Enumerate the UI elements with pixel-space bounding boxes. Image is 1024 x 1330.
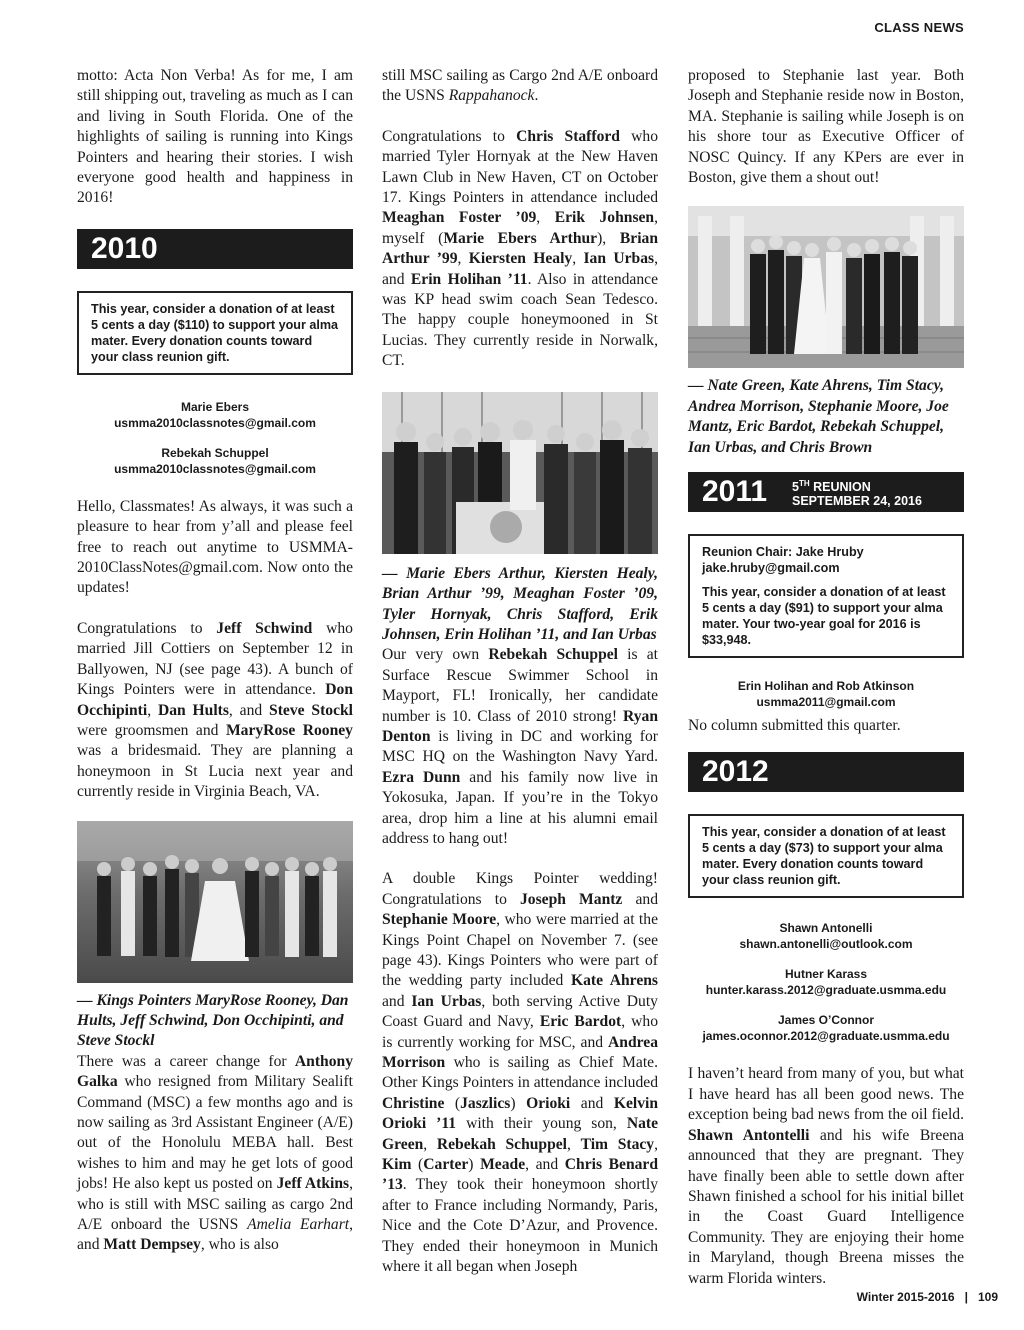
intro-paragraph: motto: Acta Non Verba! As for me, I am still shipping out, traveling as much as I can and living in South Florida. One of the highlights of sailing is running into Kings Pointers and hearing their stories. I wish everyone good health and happiness in 2016! xyxy=(77,67,353,207)
donation-box: This year, consider a donation of at least 5 cents a day ($110) to support your alma mater. Every donation counts toward your class reunion gift. xyxy=(77,291,353,375)
wedding-photo-mantz xyxy=(688,206,964,368)
class-contact xyxy=(688,966,964,998)
paragraph: Hello, Classmates! As always, it was such a pleasure to hear from y’all and please feel free to reach out anytime to USMMA-2010ClassNotes@gmail.com. Now onto the updates! xyxy=(77,497,353,597)
section-header: CLASS NEWS xyxy=(874,20,964,35)
column-2010 xyxy=(77,66,353,1256)
paragraph: I haven’t heard from many of you, but what I have heard has all been good news. The exception being bad news from the oil field. Shawn Antontelli and his wife Breena announced that they are pregnant. They have finally been able to settle down after Shawn finished a school for his initial billet in the Coast Guard Intelligence Community. They are enjoying their home in Maryland, though Breena misses the warm Florida winters. xyxy=(688,1065,964,1287)
class-contact xyxy=(77,399,353,431)
year-heading-2011 xyxy=(688,472,964,512)
class-contact xyxy=(688,920,964,952)
paragraph: proposed to Stephanie last year. Both Joseph and Stephanie reside now in Boston, MA. Stephanie is sailing while Joseph is on his shore tour as Executive Officer of NOSC Quincy. If any KPers are ever in Boston, give them a shout out! xyxy=(688,67,964,187)
contact-email: hunter.karass.2012@graduate.usmma.edu xyxy=(705,983,947,998)
contact-name: Marie Ebers xyxy=(180,399,250,414)
contact-email: james.oconnor.2012@graduate.usmma.edu xyxy=(702,1029,950,1044)
column-2011-2012 xyxy=(688,66,964,1289)
column-2010-cont xyxy=(382,66,658,1278)
issue-label: Winter 2015-2016 xyxy=(856,1290,955,1304)
contact-email: usmma2010classnotes@gmail.com xyxy=(114,461,316,476)
year-label: 2010 xyxy=(91,231,158,265)
page-footer: Winter 2015-2016 | 109 xyxy=(856,1290,998,1304)
class-contact xyxy=(77,445,353,477)
donation-box: This year, consider a donation of at least 5 cents a day ($73) to support your alma mater. Every donation counts toward your class reunion gift. xyxy=(688,814,964,898)
contact-email: shawn.antonelli@outlook.com xyxy=(739,937,913,952)
reunion-chair-email: jake.hruby@gmail.com xyxy=(702,561,840,576)
class-contact xyxy=(688,1012,964,1044)
paragraph: A double Kings Pointer wedding! Congratulations to Joseph Mantz and Stephanie Moore, who were married at the Kings Point Chapel on November 7. (see page 43). Kings Pointers who were part of the wedding party included Kate Ahrens and Ian Urbas, both serving Active Duty Coast Guard and Navy, Eric Bardot, who is currently working for MSC, and Andrea Morrison who is sailing as Chief Mate. Other Kings Pointers in attendance included Christine (Jaszlics) Orioki and Kelvin Orioki ’11 with their young son, Nate Green, Rebekah Schuppel, Tim Stacy, Kim (Carter) Meade, and Chris Benard ’13. They took their honeymoon shortly after to France including Normandy, Paris, Nice and the Cote D’Azur, and Provence. They ended their honeymoon in Munich where it all began when Joseph xyxy=(382,870,659,1276)
paragraph: Our very own Rebekah Schuppel is at Surface Rescue Swimmer School in Mayport, FL! Ironically, her candidate number is 10. Class of 2010 strong! Ryan Denton is living in DC and working for MSC HQ on the Washington Navy Yard. Ezra Dunn and his family now live in Yokosuka, Japan. If you’re in the Tokyo area, drop him a line at his alumni email address to hang out! xyxy=(382,646,659,847)
class-contact xyxy=(688,678,964,710)
year-label: 2012 xyxy=(702,755,769,789)
photo-caption: — Nate Green, Kate Ahrens, Tim Stacy, Andrea Morrison, Stephanie Moore, Joe Mantz, Eric Bardot, Rebekah Schuppel, Ian Urbas, and Chris Brown xyxy=(688,377,949,456)
contact-email: usmma2010classnotes@gmail.com xyxy=(114,415,316,430)
year-heading-2010 xyxy=(77,229,353,269)
paragraph: still MSC sailing as Cargo 2nd A/E onboard the USNS Rappahanock. xyxy=(382,67,658,105)
year-label: 2011 xyxy=(702,475,768,509)
photo-caption: — Kings Pointers MaryRose Rooney, Dan Hults, Jeff Schwind, Don Occhipinti, and Steve Stockl xyxy=(77,991,349,1050)
paragraph: There was a career change for Anthony Galka who resigned from Military Sealift Command (MSC) a few months ago and is now sailing as 3rd Assistant Engineer (A/E) out of the Honolulu MEBA hall. Best wishes to him and may he get lots of good jobs! He also kept us posted on Jeff Atkins, who is still with MSC sailing as cargo 2nd A/E onboard the USNS Amelia Earhart, and Matt Dempsey, who is also xyxy=(77,1052,354,1254)
no-column-note: No column submitted this quarter. xyxy=(688,717,901,735)
contact-name: Erin Holihan and Rob Atkinson xyxy=(737,679,915,694)
contact-name: James O’Connor xyxy=(777,1013,875,1028)
paragraph: Congratulations to Jeff Schwind who married Jill Cottiers on September 12 in Ballyowen, NJ (see page 43). A bunch of Kings Pointers were in attendance. Don Occhipinti, Dan Hults, and Steve Stockl were groomsmen and MaryRose Rooney was a bridesmaid. They are planning a honeymoon in St Lucia next year and currently reside in Virginia Beach, VA. xyxy=(77,619,353,801)
contact-name: Shawn Antonelli xyxy=(779,921,873,936)
wedding-photo-stafford xyxy=(382,392,658,554)
reunion-info: 5TH REUNION SEPTEMBER 24, 2016 xyxy=(792,479,922,509)
page-number: 109 xyxy=(977,1290,998,1304)
contact-email: usmma2011@gmail.com xyxy=(756,695,896,710)
reunion-chair: Reunion Chair: Jake Hruby xyxy=(702,545,864,560)
wedding-photo-schwind xyxy=(77,821,353,983)
contact-name: Hutner Karass xyxy=(784,967,868,982)
year-heading-2012 xyxy=(688,752,964,792)
contact-name: Rebekah Schuppel xyxy=(161,445,269,460)
photo-caption: — Marie Ebers Arthur, Kiersten Healy, Brian Arthur ’99, Meaghan Foster ’09, Tyler Hornyak, Chris Stafford, Erik Johnsen, Erin Holihan ’11, and Ian Urbas xyxy=(382,564,658,643)
donation-box: Reunion Chair: Jake Hruby jake.hruby@gmail.com This year, consider a donation of at least 5 cents a day ($91) to support your alma mater. Your two-year goal for 2016 is $33,948. xyxy=(688,534,964,658)
paragraph: Congratulations to Chris Stafford who married Tyler Hornyak at the New Haven Lawn Club in New Haven, CT on October 17. Kings Pointers in attendance included Meaghan Foster ’09, Erik Johnsen, myself (Marie Ebers Arthur), Brian Arthur ’99, Kiersten Healy, Ian Urbas, and Erin Holihan ’11. Also in attendance was KP head swim coach Sean Tedesco. The happy couple honeymooned in St Lucias. They currently reside in Norwalk, CT. xyxy=(382,127,659,370)
